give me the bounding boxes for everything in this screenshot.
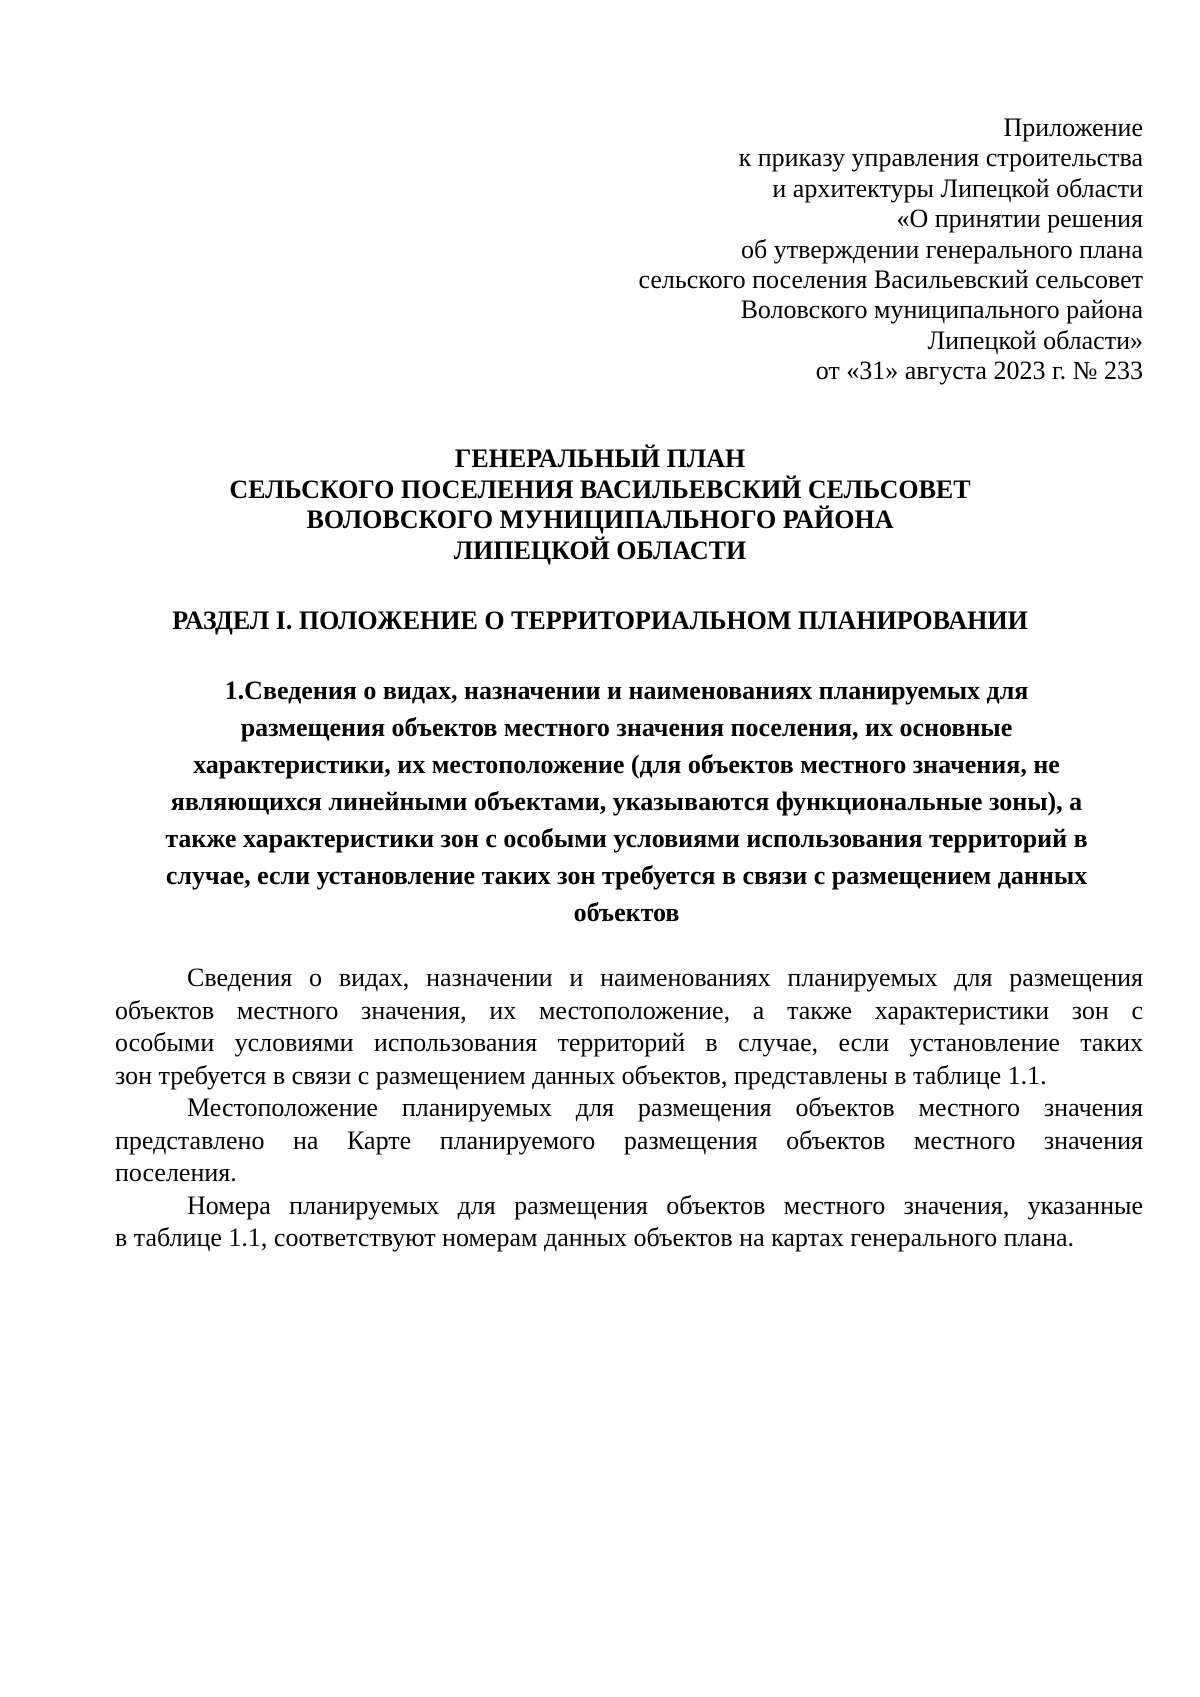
subsection-heading-line: размещения объектов местного значения поселения, их основные: [240, 713, 1013, 742]
paragraph-line: Номера планируемых для размещения объектов местного значения, указанные: [187, 1190, 1143, 1220]
title-line: ЛИПЕЦКОЙ ОБЛАСТИ: [453, 535, 747, 565]
appendix-line: Приложение: [1003, 113, 1143, 142]
paragraph: [115, 1190, 1143, 1255]
section-heading: РАЗДЕЛ I. ПОЛОЖЕНИЕ О ТЕРРИТОРИАЛЬНОМ ПЛАНИРОВАНИИ: [172, 606, 1028, 635]
paragraph-line: представлено на Карте планируемого размещения объектов местного значения: [115, 1125, 1143, 1155]
paragraph: [115, 962, 1143, 1092]
appendix-line: Воловского муниципального района: [740, 295, 1143, 325]
paragraph-line: в таблице 1.1, соответствуют номерам данных объектов на картах генерального плана.: [115, 1223, 1075, 1252]
appendix-line: Липецкой области»: [927, 325, 1143, 355]
subsection-heading-line: 1.Сведения о видах, назначении и наименованиях планируемых для: [224, 676, 1029, 705]
appendix-line: к приказу управления строительства: [738, 143, 1143, 173]
title-line: СЕЛЬСКОГО ПОСЕЛЕНИЯ ВАСИЛЬЕВСКИЙ СЕЛЬСОВЕТ: [229, 474, 971, 504]
body-text: [115, 962, 1143, 1255]
title-line: ГЕНЕРАЛЬНЫЙ ПЛАН: [454, 444, 746, 473]
subsection-heading-line: случае, если установление таких зон требуется в связи с размещением данных: [165, 861, 1088, 890]
title-line: ВОЛОВСКОГО МУНИЦИПАЛЬНОГО РАЙОНА: [306, 505, 894, 534]
paragraph-line: поселения.: [115, 1158, 237, 1187]
document-title: [0, 444, 1200, 566]
appendix-date-number: от «31» августа 2023 г. № 233: [815, 356, 1143, 386]
subsection-heading: [110, 672, 1143, 931]
paragraph-line: Сведения о видах, назначении и наименованиях планируемых для размещения: [187, 963, 1143, 992]
appendix-line: сельского поселения Васильевский сельсовет: [638, 265, 1143, 295]
subsection-heading-line: объектов: [573, 898, 680, 927]
subsection-heading-line: являющихся линейными объектами, указываются функциональные зоны), а: [170, 787, 1083, 816]
paragraph: [115, 1092, 1143, 1190]
appendix-line: и архитектуры Липецкой области: [772, 173, 1143, 203]
appendix-header: [503, 113, 1143, 387]
subsection-heading-line: также характеристики зон с особыми условиями использования территорий в: [165, 824, 1088, 853]
paragraph-line: Местоположение планируемых для размещения объектов местного значения: [187, 1093, 1143, 1122]
appendix-line: «О принятии решения: [896, 204, 1143, 234]
paragraph-line: особыми условиями использования территорий в случае, если установление таких: [115, 1028, 1143, 1057]
subsection-heading-line: характеристики, их местоположение (для объектов местного значения, не: [193, 750, 1060, 779]
paragraph-line: объектов местного значения, их местоположение, а также характеристики зон с: [115, 995, 1143, 1025]
appendix-line: об утверждении генерального плана: [741, 234, 1143, 264]
paragraph-line: зон требуется в связи с размещением данных объектов, представлены в таблице 1.1.: [115, 1060, 1047, 1090]
